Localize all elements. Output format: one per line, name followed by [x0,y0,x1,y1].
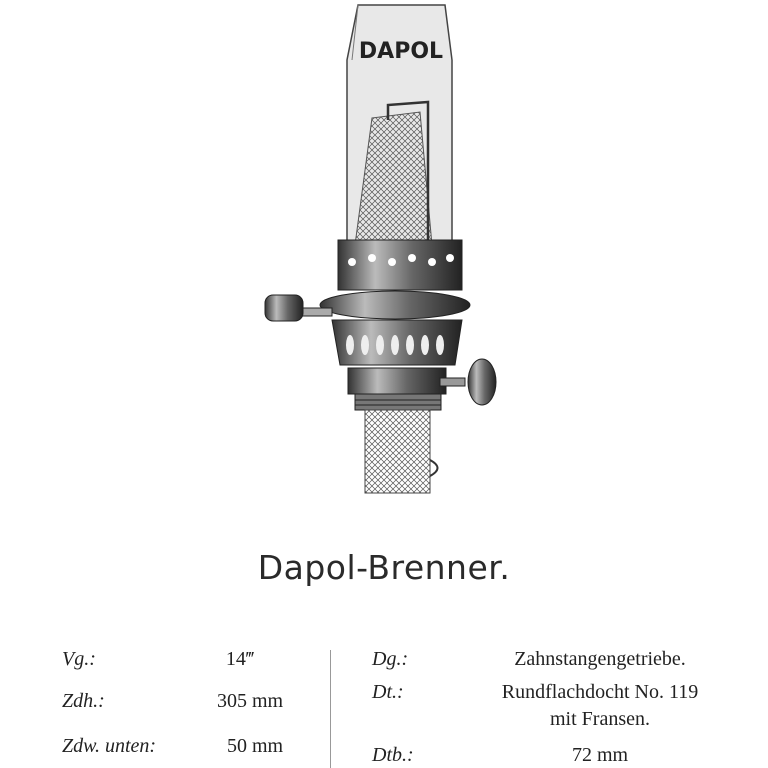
spec-value-dt: Rundflachdocht No. 119 [501,681,699,703]
spec-value-zdw: 50 mm [226,735,284,757]
spec-label-vg: Vg.: [62,648,96,670]
spec-label-dg: Dg.: [372,648,409,670]
spec-label-dtb: Dtb.: [372,744,414,766]
left-knob [265,295,303,321]
spec-label-dt: Dt.: [372,681,404,703]
thread [355,394,441,410]
chimney-label: DAPOL [358,39,444,64]
spec-value-dg: Zahnstangengetriebe. [514,648,686,670]
lower-ring [348,368,446,394]
spec-value-dt-line2: mit Fransen. [550,708,650,730]
wick-tube [365,410,430,493]
collar [320,291,470,319]
spec-label-zdh: Zdh.: [62,690,105,712]
right-knob [468,359,496,405]
spec-value-dtb: 72 mm [571,744,629,766]
spec-label-zdw: Zdw. unten: [62,735,157,757]
page-title: Dapol-Brenner. [257,548,511,587]
spec-value-zdh: 305 mm [216,690,284,712]
spec-value-vg: 14‴ [225,648,255,670]
column-divider [330,650,331,768]
gallery [338,240,462,290]
